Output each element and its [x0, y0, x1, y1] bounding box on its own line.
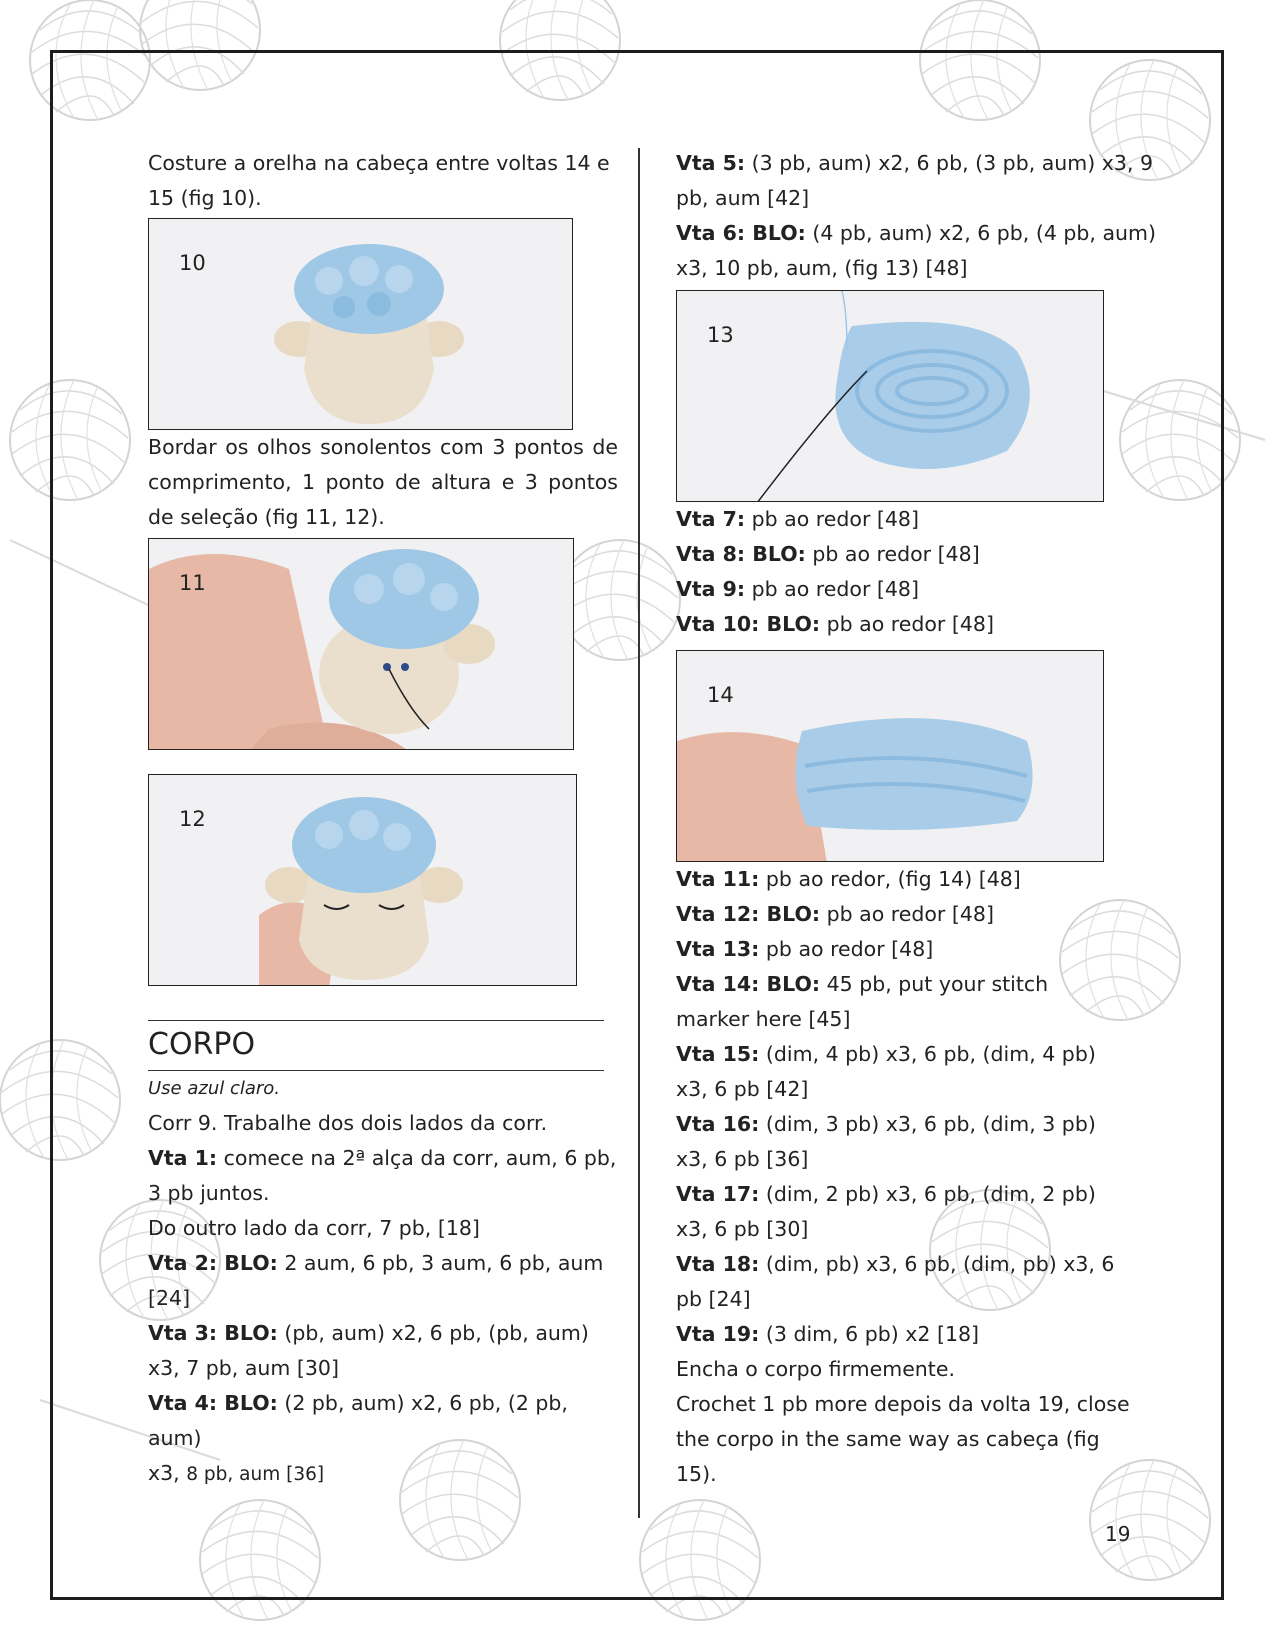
row-label: Vta 6: BLO:	[676, 221, 806, 245]
stuff-instruction: Encha o corpo firmemente.	[676, 1357, 955, 1381]
row-label: Vta 5:	[676, 151, 746, 175]
column-divider	[638, 148, 640, 1518]
row-17	[676, 1177, 1126, 1247]
row-label: Vta 16:	[676, 1112, 760, 1136]
row-label: Vta 18:	[676, 1252, 760, 1276]
row-label: Vta 4: BLO:	[148, 1391, 278, 1415]
row-label: Vta 9:	[676, 577, 746, 601]
fig-number: 10	[179, 251, 206, 275]
row-text: (2 pb, aum) x2, 6 pb, (2 pb, aum)	[148, 1391, 568, 1450]
hand-holding-sheep-image	[149, 539, 574, 750]
row-text: pb ao redor [48]	[826, 612, 994, 636]
row-text: x3,	[148, 1461, 180, 1485]
row-15	[676, 1037, 1126, 1107]
row-1-continued: Do outro lado da corr, 7 pb, [18]	[148, 1216, 480, 1240]
row-label: Vta 13:	[676, 937, 760, 961]
row-label: Vta 11:	[676, 867, 760, 891]
row-4	[148, 1386, 618, 1492]
sleepy-sheep-image	[149, 775, 577, 986]
row-6	[676, 216, 1186, 286]
photo-fig-12	[148, 774, 577, 986]
photo-fig-10	[148, 218, 573, 430]
row-label: Vta 2: BLO:	[148, 1251, 278, 1275]
photo-fig-14	[676, 650, 1104, 862]
ear-instruction: Costure a orelha na cabeça entre voltas 14 e 15 (fig 10).	[148, 151, 610, 210]
row-14	[676, 967, 1116, 1037]
row-11	[676, 862, 1186, 897]
row-text: pb ao redor, (fig 14) [48]	[765, 867, 1021, 891]
section-rule-top	[148, 1020, 604, 1021]
row-label: Vta 12: BLO:	[676, 902, 821, 926]
row-label: Vta 7:	[676, 507, 746, 531]
page-number: 19	[1105, 1522, 1131, 1546]
left-column	[148, 146, 618, 1492]
row-text: (3 pb, aum) x2, 6 pb, (3 pb, aum) x3, 9 pb, aum [42]	[676, 151, 1154, 210]
row-text: (dim, pb) x3, 6 pb, (dim, pb) x3, 6 pb [24]	[676, 1252, 1115, 1311]
row-8	[676, 537, 1186, 572]
row-text: (pb, aum) x2, 6 pb, (pb, aum) x3, 7 pb, aum [30]	[148, 1321, 589, 1380]
row-label: Vta 19:	[676, 1322, 760, 1346]
row-label: Vta 10: BLO:	[676, 612, 821, 636]
row-text: (4 pb, aum) x2, 6 pb, (4 pb, aum) x3, 10 pb, aum, (fig 13) [48]	[676, 221, 1156, 280]
row-19	[676, 1317, 1186, 1352]
row-text: 2 aum, 6 pb, 3 aum, 6 pb, aum [24]	[148, 1251, 604, 1310]
row-text: 8 pb, aum [36]	[186, 1464, 325, 1485]
row-18	[676, 1247, 1126, 1317]
right-column	[676, 146, 1186, 1492]
row-1	[148, 1141, 618, 1211]
row-label: Vta 15:	[676, 1042, 760, 1066]
row-5	[676, 146, 1186, 216]
photo-fig-11	[148, 538, 574, 750]
eyes-instruction: Bordar os olhos sonolentos com 3 pontos de comprimento, 1 ponto de altura e 3 pontos de seleção (fig 11, 12).	[148, 435, 618, 529]
row-text: pb ao redor [48]	[751, 507, 919, 531]
sheep-head-image	[149, 219, 573, 430]
row-7	[676, 502, 1186, 537]
row-label: Vta 3: BLO:	[148, 1321, 278, 1345]
fig-number: 11	[179, 571, 206, 595]
section-title: CORPO	[148, 1027, 256, 1062]
fig-number: 12	[179, 807, 206, 831]
row-10	[676, 607, 1186, 642]
fig-number: 13	[707, 323, 734, 347]
row-text: (dim, 2 pb) x3, 6 pb, (dim, 2 pb) x3, 6 pb [30]	[676, 1182, 1096, 1241]
chain-instruction: Corr 9. Trabalhe dos dois lados da corr.	[148, 1111, 548, 1135]
row-label: Vta 1:	[148, 1146, 218, 1170]
row-text: pb ao redor [48]	[765, 937, 934, 961]
close-instruction: Crochet 1 pb more depois da volta 19, close the corpo in the same way as cabeça (fig 15).	[676, 1392, 1130, 1486]
row-12	[676, 897, 1186, 932]
row-text: pb ao redor [48]	[812, 542, 980, 566]
row-2	[148, 1246, 618, 1316]
row-text: pb ao redor [48]	[751, 577, 919, 601]
photo-fig-13	[676, 290, 1104, 502]
row-label: Vta 8: BLO:	[676, 542, 806, 566]
row-label: Vta 17:	[676, 1182, 760, 1206]
row-3	[148, 1316, 618, 1386]
row-text: (3 dim, 6 pb) x2 [18]	[765, 1322, 980, 1346]
row-text: (dim, 4 pb) x3, 6 pb, (dim, 4 pb) x3, 6 pb [42]	[676, 1042, 1096, 1101]
row-13	[676, 932, 1186, 967]
row-label: Vta 14: BLO:	[676, 972, 821, 996]
oval-base-image	[677, 291, 1104, 502]
row-text: 45 pb, put your stitch marker here [45]	[676, 972, 1049, 1031]
color-note: Use azul claro.	[148, 1078, 281, 1099]
row-16	[676, 1107, 1126, 1177]
body-wall-image	[677, 651, 1104, 862]
fig-number: 14	[707, 683, 734, 707]
row-text: comece na 2ª alça da corr, aum, 6 pb, 3 pb juntos.	[148, 1146, 617, 1205]
row-text: (dim, 3 pb) x3, 6 pb, (dim, 3 pb) x3, 6 pb [36]	[676, 1112, 1096, 1171]
row-9	[676, 572, 1186, 607]
row-text: pb ao redor [48]	[826, 902, 994, 926]
